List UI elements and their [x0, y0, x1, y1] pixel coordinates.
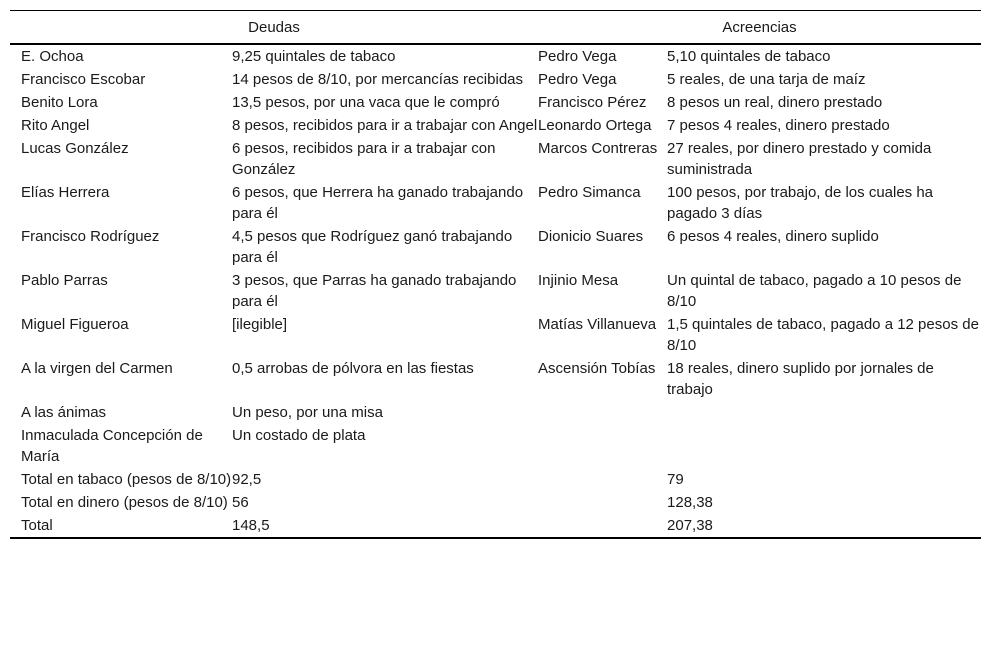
empty-cell — [538, 491, 667, 514]
table-row — [10, 68, 981, 91]
empty-cell — [538, 468, 667, 491]
credit-description: 27 reales, por dinero prestado y comida suministrada — [667, 140, 932, 178]
table-row — [10, 269, 981, 313]
creditor-name — [538, 401, 667, 424]
grand-total-row — [10, 514, 981, 538]
total-credit-value: 207,38 — [667, 514, 981, 538]
total-row — [10, 491, 981, 514]
debtor-name: Elías Herrera — [21, 184, 110, 201]
debts-credits-table — [10, 10, 981, 539]
table-header-row — [10, 11, 981, 45]
total-label: Total en tabaco (pesos de 8/10) — [21, 471, 232, 488]
credit-description — [667, 424, 981, 468]
creditor-name: Leonardo Ortega — [538, 117, 652, 134]
debt-description: Un peso, por una misa — [232, 404, 383, 421]
debt-description: 4,5 pesos que Rodríguez ganó trabajando para él — [232, 228, 513, 266]
credit-description: 18 reales, dinero suplido por jornales de trabajo — [667, 360, 934, 398]
debtor-name: Benito Lora — [21, 94, 98, 111]
debt-description: 3 pesos, que Parras ha ganado trabajando para él — [232, 272, 517, 310]
table-row — [10, 225, 981, 269]
total-debt-value: 148,5 — [232, 514, 538, 538]
creditor-name: Pedro Simanca — [538, 184, 641, 201]
table-row — [10, 357, 981, 401]
table-row — [10, 44, 981, 68]
creditor-name: Injinio Mesa — [538, 272, 619, 289]
creditor-name: Pedro Vega — [538, 71, 617, 88]
debtor-name: Pablo Parras — [21, 272, 108, 289]
debt-description: [ilegible] — [232, 316, 288, 333]
empty-cell — [538, 514, 667, 538]
debt-description: 9,25 quintales de tabaco — [232, 48, 396, 65]
debt-description: 8 pesos, recibidos para ir a trabajar con Angel — [232, 117, 538, 134]
debtor-name: Francisco Escobar — [21, 71, 146, 88]
total-label: Total — [10, 514, 232, 538]
debt-description: 6 pesos, que Herrera ha ganado trabajando para él — [232, 184, 524, 222]
table-row — [10, 313, 981, 357]
debt-description: 6 pesos, recibidos para ir a trabajar con González — [232, 140, 496, 178]
debtor-name: E. Ochoa — [21, 48, 84, 65]
credit-description: 1,5 quintales de tabaco, pagado a 12 pesos de 8/10 — [667, 316, 979, 354]
creditor-name: Francisco Pérez — [538, 94, 647, 111]
header-acreencias: Acreencias — [538, 11, 981, 45]
total-row — [10, 468, 981, 491]
credit-description: 8 pesos un real, dinero prestado — [667, 94, 883, 111]
debtor-name: A las ánimas — [21, 404, 107, 421]
creditor-name — [538, 424, 667, 468]
creditor-name: Matías Villanueva — [538, 316, 657, 333]
debtor-name: Inmaculada Concepción de María — [21, 427, 203, 465]
table-row — [10, 424, 981, 468]
debts-table-container — [10, 10, 981, 539]
debt-description: 0,5 arrobas de pólvora en las fiestas — [232, 360, 474, 377]
debt-description: Un costado de plata — [232, 427, 366, 444]
debtor-name: Francisco Rodríguez — [21, 228, 160, 245]
credit-description: 6 pesos 4 reales, dinero suplido — [667, 228, 879, 245]
credit-description: 5 reales, de una tarja de maíz — [667, 71, 866, 88]
debtor-name: Lucas González — [21, 140, 129, 157]
debt-description: 14 pesos de 8/10, por mercancías recibidas — [232, 71, 523, 88]
total-debt-value: 56 — [232, 494, 249, 511]
total-credit-value: 79 — [667, 471, 684, 488]
credit-description — [667, 401, 981, 424]
header-deudas: Deudas — [10, 11, 538, 45]
table-row — [10, 401, 981, 424]
creditor-name: Dionicio Suares — [538, 228, 644, 245]
table-row — [10, 137, 981, 181]
table-row — [10, 91, 981, 114]
debtor-name: Miguel Figueroa — [21, 316, 129, 333]
creditor-name: Marcos Contreras — [538, 140, 658, 157]
credit-description: 100 pesos, por trabajo, de los cuales ha pagado 3 días — [667, 184, 934, 222]
table-row — [10, 114, 981, 137]
total-credit-value: 128,38 — [667, 494, 713, 511]
total-debt-value: 92,5 — [232, 471, 262, 488]
credit-description: 5,10 quintales de tabaco — [667, 48, 831, 65]
credit-description: 7 pesos 4 reales, dinero prestado — [667, 117, 890, 134]
debtor-name: A la virgen del Carmen — [21, 360, 173, 377]
table-row — [10, 181, 981, 225]
debtor-name: Rito Angel — [21, 117, 90, 134]
debt-description: 13,5 pesos, por una vaca que le compró — [232, 94, 500, 111]
credit-description: Un quintal de tabaco, pagado a 10 pesos de 8/10 — [667, 272, 962, 310]
creditor-name: Pedro Vega — [538, 48, 617, 65]
creditor-name: Ascensión Tobías — [538, 360, 656, 377]
total-label: Total en dinero (pesos de 8/10) — [21, 494, 228, 511]
